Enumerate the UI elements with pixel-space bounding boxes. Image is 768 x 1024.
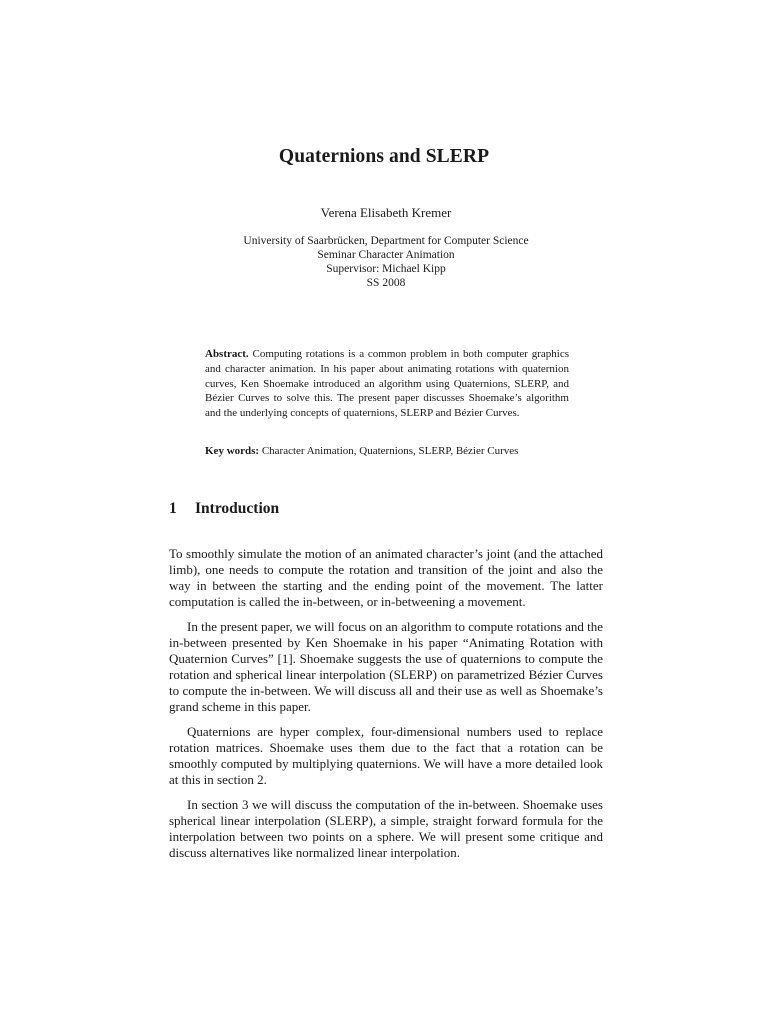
affiliation-block bbox=[0, 234, 768, 290]
paper-title: Quaternions and SLERP bbox=[278, 146, 490, 167]
body-text bbox=[169, 546, 603, 870]
abstract-text: Computing rotations is a common problem in both computer graphics and character animation. In his paper about animating rotations with quaternion curves, Ken Shoemake introduced an algorithm using Quaternions, SLERP, and Bézier Curves to solve this. The present paper discusses Shoemake’s algorithm and the underlying concepts of quaternions, SLERP and Bézier Curves. bbox=[205, 348, 570, 420]
keywords-label: Key words: bbox=[205, 445, 260, 457]
affiliation-term: SS 2008 bbox=[366, 277, 406, 289]
section-title: Introduction bbox=[195, 500, 280, 517]
keywords-text: Character Animation, Quaternions, SLERP, Bézier Curves bbox=[261, 445, 519, 457]
keywords bbox=[205, 445, 585, 457]
affiliation-university: University of Saarbrücken, Department for Computer Science bbox=[243, 235, 529, 247]
paragraph: Quaternions are hyper complex, four-dimensional numbers used to replace rotation matrices. Shoemake uses them due to the fact that a rotation can be smoothly computed by multiplying quaternions. We will have a more detailed look at this in section 2. bbox=[169, 724, 603, 787]
paragraph: In section 3 we will discuss the computation of the in-between. Shoemake uses spherical linear interpolation (SLERP), a simple, straight forward formula for the interpolation between two points on a sphere. We will present some critique and discuss alternatives like normalized linear interpolation. bbox=[169, 797, 603, 860]
section-heading bbox=[169, 500, 279, 518]
affiliation-supervisor: Supervisor: Michael Kipp bbox=[326, 263, 446, 275]
affiliation-seminar: Seminar Character Animation bbox=[317, 249, 455, 261]
author-name: Verena Elisabeth Kremer bbox=[320, 205, 452, 220]
paragraph: To smoothly simulate the motion of an animated character’s joint (and the attached limb), one needs to compute the rotation and transition of the joint and also the way in between the starting and the ending point of the movement. The latter computation is called the in-between, or in-betweening a movement. bbox=[169, 546, 603, 609]
paragraph: In the present paper, we will focus on an algorithm to compute rotations and the in-between presented by Ken Shoemake in his paper “Animating Rotation with Quaternion Curves” [1]. Shoemake suggests the use of quaternions to compute the rotation and spherical linear interpolation (SLERP) on parametrized Bézier Curves to compute the in-between. We will discuss all and their use as well as Shoemake’s grand scheme in this paper. bbox=[169, 619, 603, 714]
section-number: 1 bbox=[169, 500, 177, 517]
abstract bbox=[205, 347, 569, 421]
abstract-label: Abstract. bbox=[205, 348, 249, 360]
